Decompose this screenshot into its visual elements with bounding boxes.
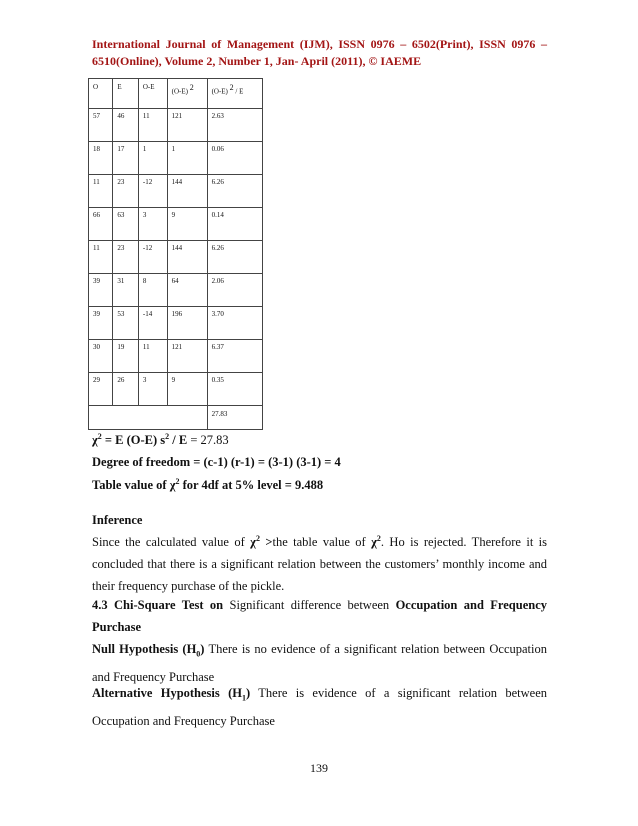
table-cell: 0.14 (207, 208, 262, 241)
table-cell: 6.37 (207, 340, 262, 373)
table-cell: 196 (167, 307, 207, 340)
table-cell: 53 (113, 307, 138, 340)
table-row (89, 109, 263, 142)
table-cell: -12 (138, 175, 167, 208)
table-cell: 3.70 (207, 307, 262, 340)
null-hypothesis-line-2: and Frequency Purchase (92, 669, 215, 684)
table-cell: 19 (113, 340, 138, 373)
table-cell: 26 (113, 373, 138, 406)
table-cell: 57 (89, 109, 113, 142)
table-row (89, 340, 263, 373)
table-header-row (89, 79, 263, 109)
table-cell: 46 (113, 109, 138, 142)
table-cell: -14 (138, 307, 167, 340)
table-cell: 64 (167, 274, 207, 307)
header-cell: E (113, 79, 138, 109)
table-cell: 66 (89, 208, 113, 241)
table-cell: 29 (89, 373, 113, 406)
table-cell: -12 (138, 241, 167, 274)
table-cell: 0.35 (207, 373, 262, 406)
table-cell: 23 (113, 175, 138, 208)
journal-header (92, 36, 547, 70)
table-cell: 121 (167, 109, 207, 142)
section-title-line-2: Purchase (92, 620, 142, 634)
table-cell: 18 (89, 142, 113, 175)
table-row (89, 241, 263, 274)
table-cell: 63 (113, 208, 138, 241)
section-title-line: 4.3 Chi-Square Test on Significant difference between Occupation and Frequency (92, 598, 547, 612)
table-cell: 17 (113, 142, 138, 175)
header-cell: (O-E) $^2$ / E (207, 79, 262, 109)
table-cell: 11 (138, 109, 167, 142)
header-cell: O (89, 79, 113, 109)
null-hypothesis (92, 638, 547, 688)
table-cell: 1 (167, 142, 207, 175)
alt-hypothesis-line-1: Alternative Hypothesis $(H_1)$ There is evidence of a significant relation between (92, 686, 547, 703)
table-cell: 11 (138, 340, 167, 373)
section-4-3 (92, 594, 547, 638)
table-cell: 6.26 (207, 241, 262, 274)
table-row (89, 373, 263, 406)
table-value: Table value of $\chi^2$ for 4df at 5% level = 9.488 (92, 477, 324, 493)
table-row (89, 274, 263, 307)
table-cell: 3 (138, 373, 167, 406)
table-cell: 0.06 (207, 142, 262, 175)
inference-line-2: concluded that there is a significant relation between the customers’ monthly income and (92, 557, 547, 572)
table-cell: 6.26 (207, 175, 262, 208)
table-cell: 144 (167, 241, 207, 274)
table-cell: 121 (167, 340, 207, 373)
inference-line-1: Since the calculated value of $\chi^2 >the$ table value of $\chi^2$. Ho is rejected. Therefore it is (92, 534, 548, 550)
table-row (89, 208, 263, 241)
chi-square-table (88, 78, 263, 430)
header-cell: (O-E) $^2$ (167, 79, 207, 109)
table-cell: 31 (113, 274, 138, 307)
table-total-row (89, 406, 263, 430)
header-line-1: International Journal of Management (IJM), ISSN 0976 – 6502(Print), ISSN 0976 – (92, 37, 547, 51)
chi-square-equation: $\chi^2 = E$ (O-E) $s^2 / E = 27.83$ (92, 432, 229, 448)
table-cell: 39 (89, 274, 113, 307)
inference-heading: Inference (92, 513, 143, 527)
inference-paragraph (92, 528, 547, 597)
total-cell: 27.83 (207, 406, 262, 430)
inference-line-3: their frequency purchase of the pickle. (92, 579, 285, 594)
table-cell: 8 (138, 274, 167, 307)
table-cell: 9 (167, 208, 207, 241)
page-number: 139 (310, 761, 328, 775)
table-cell: 11 (89, 241, 113, 274)
table-row (89, 307, 263, 340)
table-cell: 11 (89, 175, 113, 208)
table-row (89, 175, 263, 208)
header-line-2: 6510(Online), Volume 2, Number 1, Jan- April (2011), © IAEME (92, 54, 422, 68)
total-label-cell (89, 406, 208, 430)
table-cell: 3 (138, 208, 167, 241)
table-cell: 1 (138, 142, 167, 175)
table-cell: 23 (113, 241, 138, 274)
alt-hypothesis-line-2: Occupation and Frequency Purchase (92, 713, 275, 728)
alternative-hypothesis (92, 682, 547, 732)
table-cell: 2.63 (207, 109, 262, 142)
degree-of-freedom: Degree of freedom = (c-1) (r-1) = (3-1) (3-1) = 4 (92, 455, 341, 469)
table-cell: 2.06 (207, 274, 262, 307)
null-hypothesis-line-1: Null Hypothesis $(H_0)$ There is no evidence of a significant relation between Occupation (92, 642, 547, 659)
table-row (89, 142, 263, 175)
table-body (89, 109, 263, 406)
table-cell: 9 (167, 373, 207, 406)
header-cell: O-E (138, 79, 167, 109)
table-cell: 30 (89, 340, 113, 373)
table-cell: 39 (89, 307, 113, 340)
table-cell: 144 (167, 175, 207, 208)
